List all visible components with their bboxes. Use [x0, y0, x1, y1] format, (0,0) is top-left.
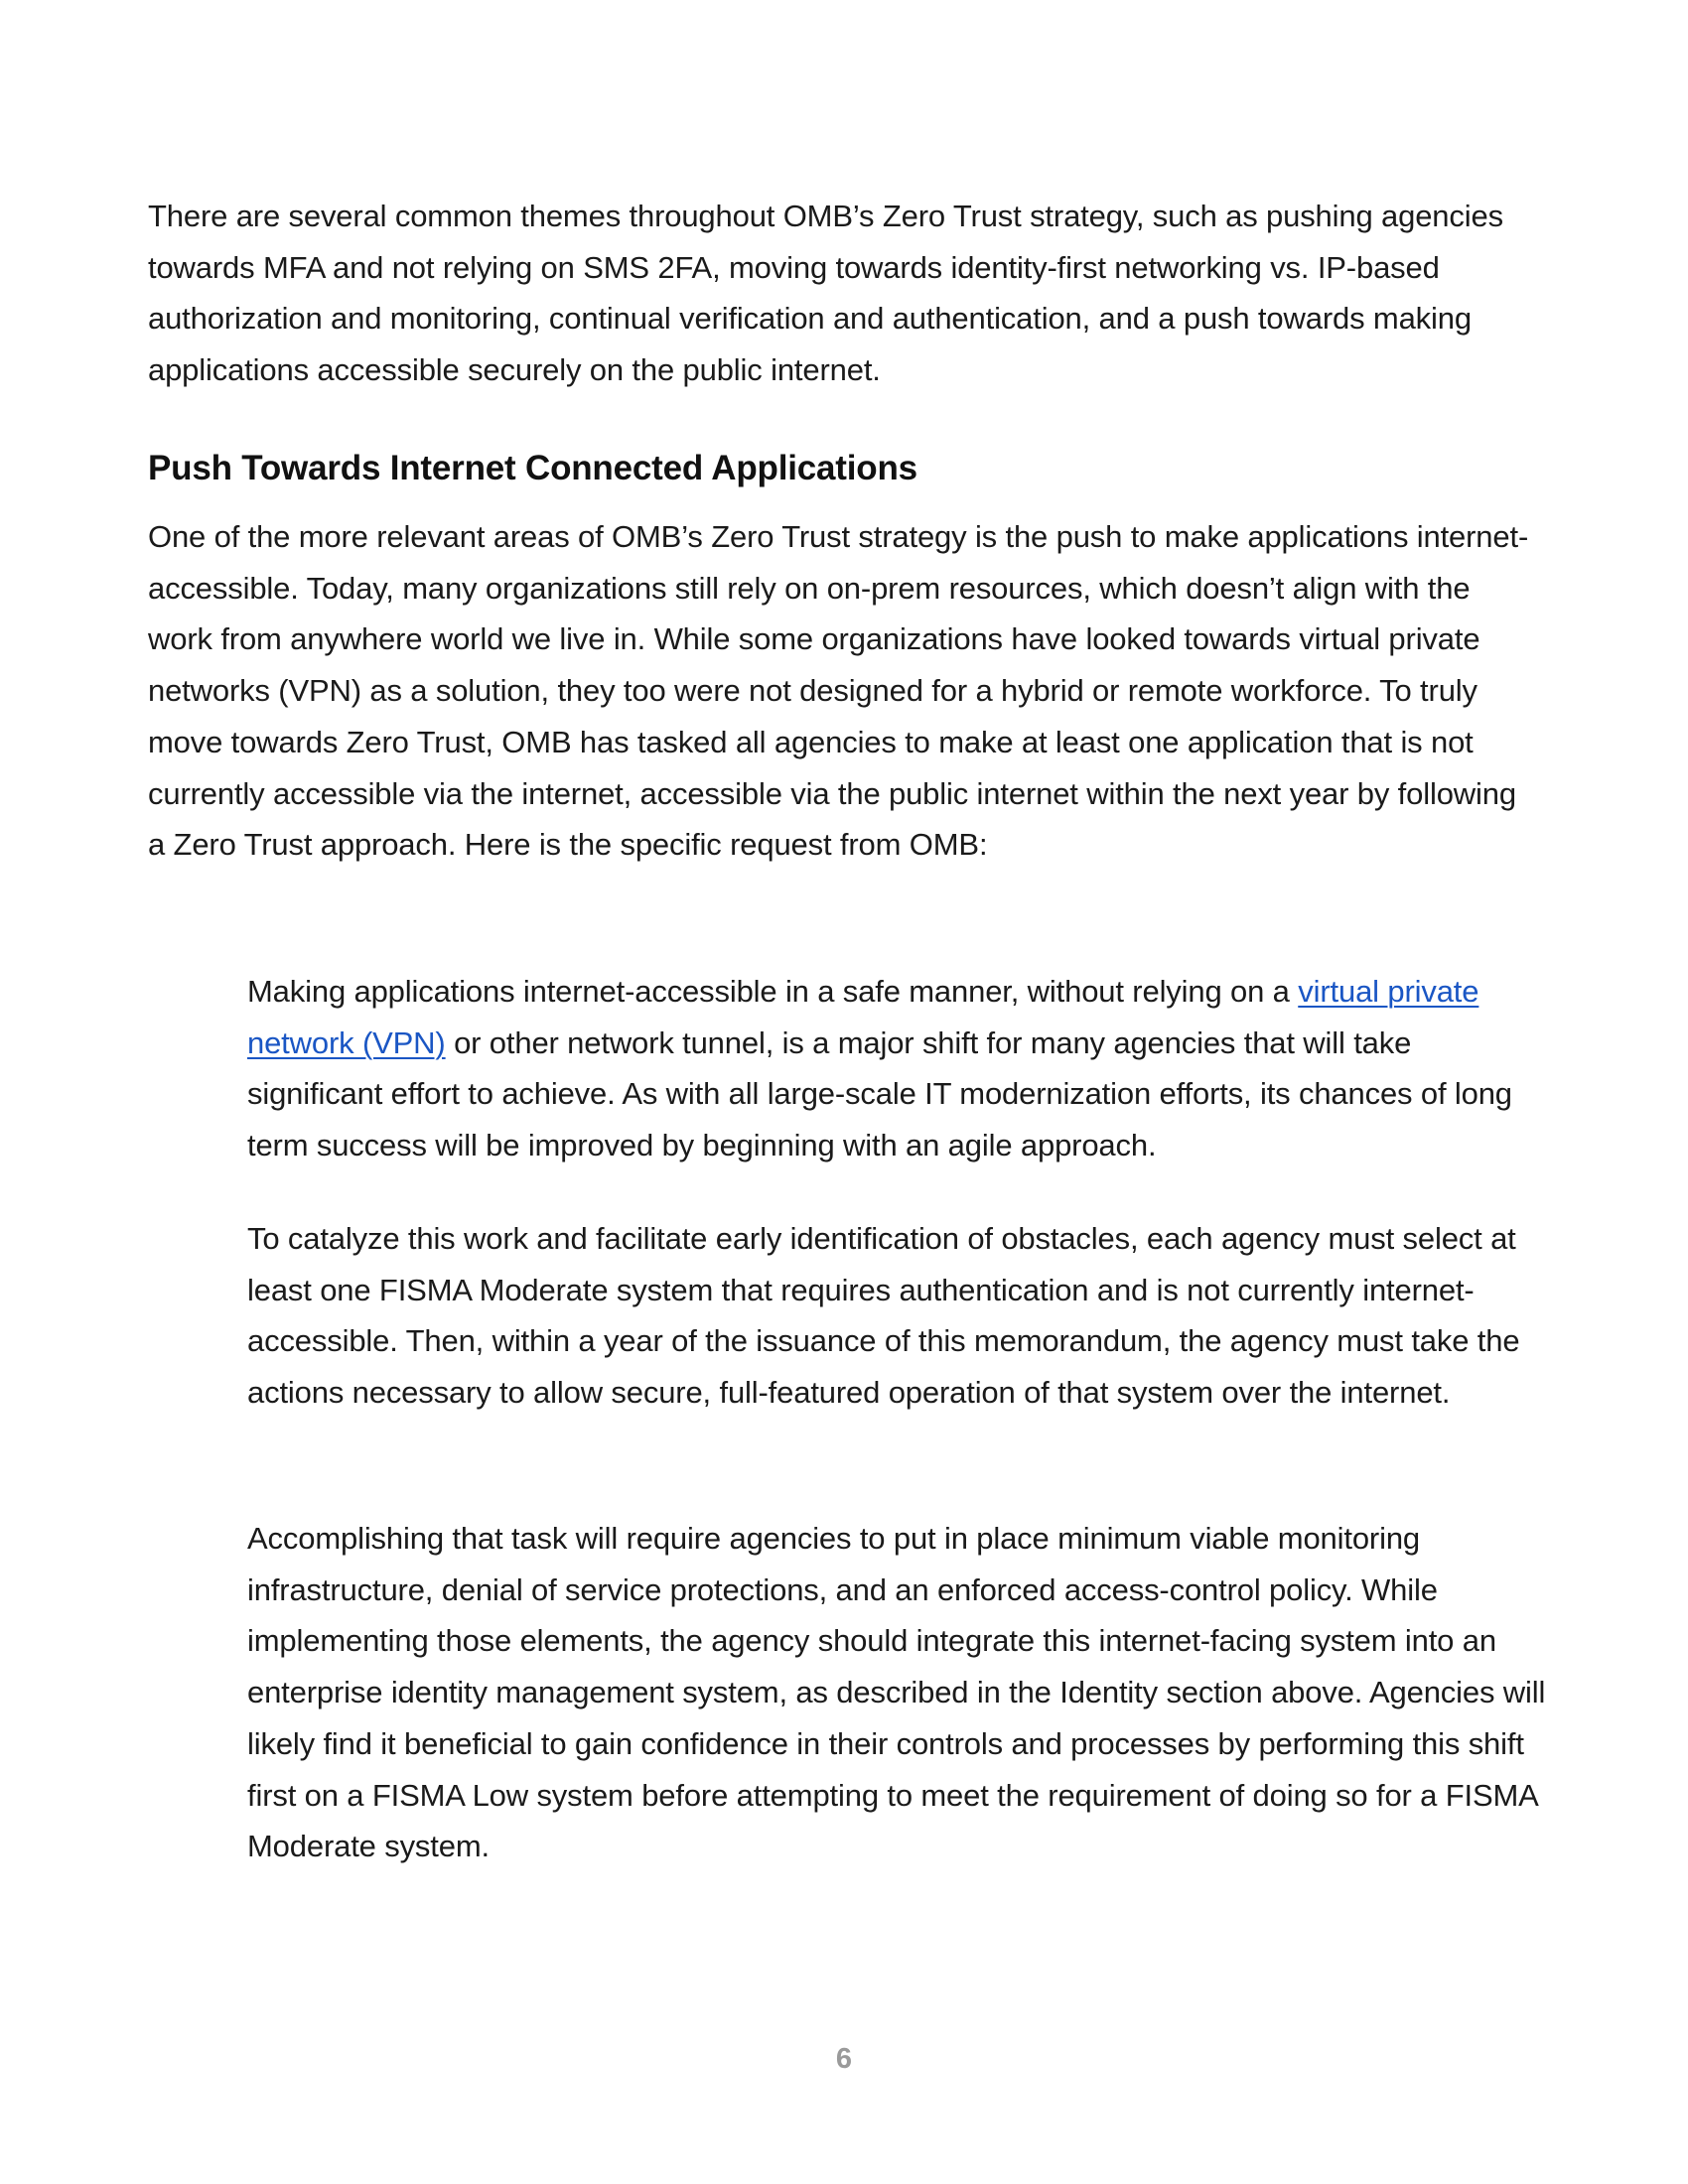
- quote-paragraph-2: To catalyze this work and facilitate early identification of obstacles, each agency must select at least one FISMA Moderate system that requires authentication and is not currently internet-accessible. Then, within a year of the issuance of this memorandum, the agency must take the actions necessary to allow secure, full-featured operation of that system over the internet.: [247, 1221, 1520, 1411]
- quote-block-3: [247, 1513, 1548, 1872]
- vpn-link[interactable]: virtual private network (VPN): [247, 974, 1479, 1060]
- quote-text-after-link: or other network tunnel, is a major shift for many agencies that will take significant effort to achieve. As with all large-scale IT modernization efforts, its chances of long term success will be improved by beginning with an agile approach.: [247, 1024, 1512, 1163]
- quote-block-1: [247, 966, 1548, 1171]
- quote-text-before-link: Making applications internet-accessible in a safe manner, without relying on a: [247, 974, 1299, 1009]
- quote-paragraph-3: Accomplishing that task will require agencies to put in place minimum viable monitoring infrastructure, denial of service protections, and an enforced access-control policy. While implementing those elements, the agency should integrate this internet-facing system into an enterprise identity management system, as described in the Identity section above. Agencies will likely find it beneficial to gain confidence in their controls and processes by performing this shift first on a FISMA Low system before attempting to meet the requirement of doing so for a FISMA Moderate system.: [247, 1521, 1546, 1864]
- section-heading: Push Towards Internet Connected Applications: [148, 449, 917, 487]
- page-number: 6: [835, 2043, 853, 2075]
- intro-paragraph: There are several common themes throughout OMB’s Zero Trust strategy, such as pushing agencies towards MFA and not relying on SMS 2FA, moving towards identity-first networking vs. IP-based authorization and monitoring, continual verification and authentication, and a push towards making applications accessible securely on the public internet.: [148, 199, 1503, 388]
- section-paragraph: One of the more relevant areas of OMB’s Zero Trust strategy is the push to make applications internet-accessible. Today, many organizations still rely on on-prem resources, which doesn’t align with the work from anywhere world we live in. While some organizations have looked towards virtual private networks (VPN) as a solution, they too were not designed for a hybrid or remote workforce. To truly move towards Zero Trust, OMB has tasked all agencies to make at least one application that is not currently accessible via the internet, accessible via the public internet within the next year by following a Zero Trust approach. Here is the specific request from OMB:: [148, 519, 1529, 863]
- quote-block-2: [247, 1213, 1548, 1419]
- quote-paragraph-1: [247, 966, 1548, 1171]
